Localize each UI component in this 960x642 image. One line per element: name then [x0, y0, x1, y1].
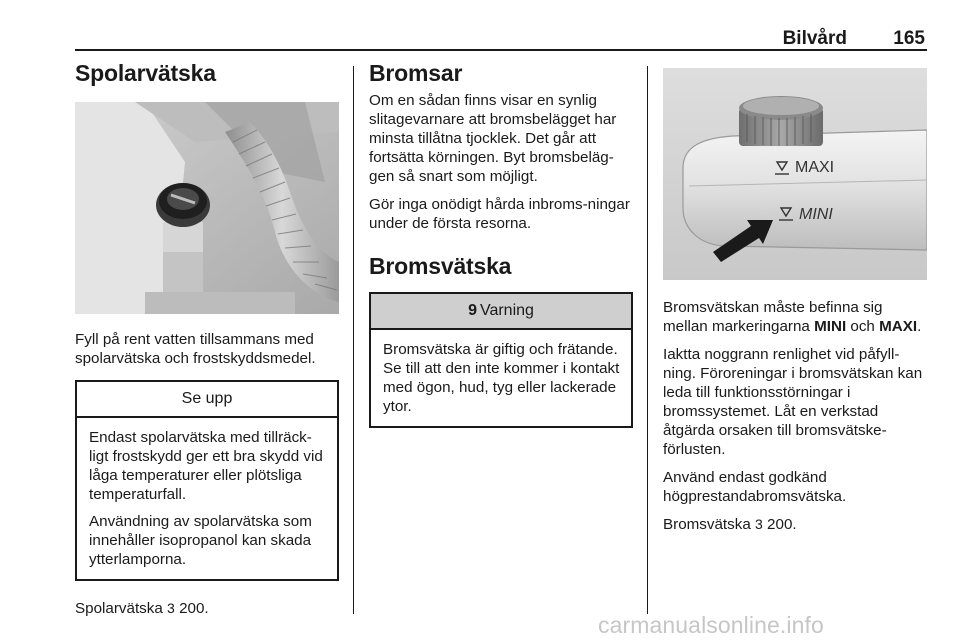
maxi-mark: MAXI — [879, 318, 918, 335]
heading-brake-fluid: Bromsvätska — [369, 252, 512, 279]
brake-reservoir-drawing — [663, 68, 927, 280]
caution-box-header — [77, 382, 337, 418]
caution-title: Se upp — [181, 389, 233, 407]
warning-icon: 9 — [468, 302, 477, 320]
warning-text: Bromsvätska är giftig och frätande. Se till att den inte kommer i kontakt med ögon, hud, tyg eller lackerade ytor. — [383, 341, 620, 416]
brake-fluid-level-paragraph: Bromsvätskan måste befinna sig mellan markeringarna MINI och MAXI. — [663, 299, 922, 335]
page-ref-arrow-icon: 3 — [167, 599, 175, 616]
washer-fluid-intro: Fyll på rent vatten tillsammans med spolarvätska och frostskyddsmedel. — [75, 330, 316, 367]
page-ref-arrow-icon: 3 — [755, 516, 763, 532]
reference-text: Spolarvätska — [75, 599, 163, 617]
brake-fluid-paragraph-2: Iaktta noggrann renlighet vid påfyll-ning. Föroreningar i bromsvätskan kan leda till funktionsstörningar i bromssystemet. Låt en verkstad åtgärda orsaken till bromsvätske-förlusten. — [663, 346, 923, 458]
column-brakes — [369, 60, 633, 428]
column-washer-fluid — [75, 60, 339, 627]
page-number: 165 — [893, 28, 925, 49]
column-divider-1 — [353, 66, 354, 614]
section-title: Bilvård — [782, 28, 847, 49]
heading-washer-fluid: Spolarvätska — [75, 60, 216, 86]
washer-reservoir-illustration — [75, 102, 339, 314]
brake-fluid-reservoir-illustration — [663, 68, 927, 280]
mini-mark: MINI — [814, 318, 847, 335]
brake-fluid-paragraph-3: Använd endast godkänd högprestandabromsvätska. — [663, 469, 847, 505]
maxi-label: MAXI — [795, 159, 835, 176]
mini-label: MINI — [799, 206, 833, 223]
brakes-paragraph-1: Om en sådan finns visar en synlig slitagevarnare att bromsbelägget har minsta tillåtna tjocklek. Det går att fortsätta körningen. Byt bromsbeläg-gen så snart som möjligt. — [369, 91, 617, 185]
reference-page: 200. — [179, 599, 209, 617]
warning-title: Varning — [479, 302, 534, 320]
warning-box-header — [371, 294, 631, 330]
column-divider-2 — [647, 66, 648, 614]
caution-paragraph-2: Användning av spolarvätska som innehåller isopropanol kan skada ytterlamporna. — [89, 512, 312, 568]
page-header — [75, 24, 927, 50]
brakes-paragraph-2: Gör inga onödigt hårda inbroms-ningar under de första resorna. — [369, 195, 630, 232]
reference-page: 200. — [767, 516, 797, 533]
watermark: carmanualsonline.info — [598, 612, 824, 638]
caution-paragraph-1: Endast spolarvätska med tillräck-ligt frostskydd ger ett bra skydd vid låga temperaturer eller plötsliga temperaturfall. — [89, 428, 323, 503]
caution-box — [75, 380, 339, 581]
heading-brakes: Bromsar — [369, 60, 463, 86]
reference-text: Bromsvätska — [663, 516, 751, 533]
warning-box — [369, 292, 633, 428]
washer-reservoir-drawing — [75, 102, 339, 314]
washer-fluid-reference — [75, 599, 339, 618]
column-brake-fluid — [663, 60, 927, 543]
header-rule — [75, 49, 927, 51]
brake-fluid-reference — [663, 515, 927, 534]
